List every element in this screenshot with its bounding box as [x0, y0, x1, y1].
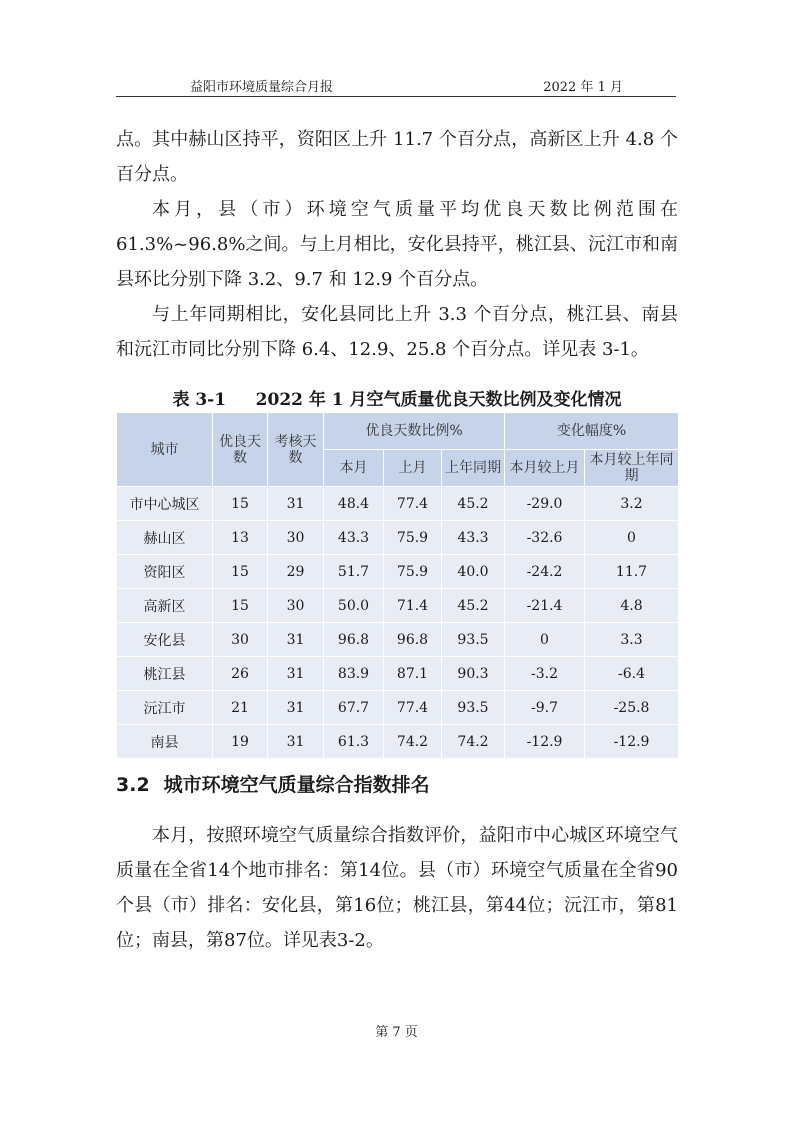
table-cell: 77.4	[384, 691, 442, 725]
table-cell: 30	[268, 521, 324, 555]
table-cell: 26	[213, 657, 268, 691]
table-cell-city: 桃江县	[117, 657, 213, 691]
table-cell: 15	[213, 555, 268, 589]
table-cell: 3.3	[585, 623, 679, 657]
table-cell: -29.0	[505, 487, 585, 521]
table-cell-city: 沅江市	[117, 691, 213, 725]
table-cell: -6.4	[585, 657, 679, 691]
table-cell: -25.8	[585, 691, 679, 725]
table-cell: 71.4	[384, 589, 442, 623]
col-header-last-month: 上月	[384, 450, 442, 487]
table-cell: -24.2	[505, 555, 585, 589]
table-cell: -21.4	[505, 589, 585, 623]
table-cell: 74.2	[384, 725, 442, 759]
table-cell: 77.4	[384, 487, 442, 521]
table-row	[117, 521, 679, 555]
table-cell: 83.9	[324, 657, 384, 691]
table-row	[117, 589, 679, 623]
table-cell: 0	[505, 623, 585, 657]
table-cell: 4.8	[585, 589, 679, 623]
col-header-vs-last-year: 本月较上年同期	[585, 450, 679, 487]
table-cell: 13	[213, 521, 268, 555]
table-cell: 48.4	[324, 487, 384, 521]
table-cell: 75.9	[384, 555, 442, 589]
table-cell: 21	[213, 691, 268, 725]
table-cell: 74.2	[442, 725, 505, 759]
table-cell: 31	[268, 487, 324, 521]
table-title: 表 3-1 2022 年 1 月空气质量优良天数比例及变化情况	[172, 390, 622, 410]
section-number: 3.2	[116, 774, 150, 796]
table-cell: 87.1	[384, 657, 442, 691]
air-quality-table	[116, 412, 679, 759]
table-cell: -32.6	[505, 521, 585, 555]
table-cell: 96.8	[384, 623, 442, 657]
paragraph-1: 点。其中赫山区持平，资阳区上升 11.7 个百分点，高新区上升 4.8 个百分点。	[116, 129, 678, 185]
table-cell-city: 高新区	[117, 589, 213, 623]
header-title: 益阳市环境质量综合月报	[190, 80, 334, 95]
table-cell: 31	[268, 657, 324, 691]
table-cell-city: 资阳区	[117, 555, 213, 589]
paragraph-2: 本月，县（市）环境空气质量平均优良天数比例范围在 61.3%~96.8%之间。与上月相比，安化县持平，桃江县、沅江市和南县环比分别下降 3.2、9.7 和 12.9 个百分点。	[116, 199, 678, 290]
table-cell: 29	[268, 555, 324, 589]
table-cell: -9.7	[505, 691, 585, 725]
paragraph-3: 与上年同期相比，安化县同比上升 3.3 个百分点，桃江县、南县和沅江市同比分别下降 6.4、12.9、25.8 个百分点。详见表 3-1。	[116, 304, 678, 360]
table-cell: -12.9	[585, 725, 679, 759]
col-header-eval-days: 考核天数	[268, 413, 324, 487]
table-row	[117, 691, 679, 725]
col-header-last-year: 上年同期	[442, 450, 505, 487]
table-cell: 19	[213, 725, 268, 759]
table-cell: 67.7	[324, 691, 384, 725]
table-cell: 43.3	[324, 521, 384, 555]
col-header-this-month: 本月	[324, 450, 384, 487]
table-cell-city: 赫山区	[117, 521, 213, 555]
table-cell-city: 南县	[117, 725, 213, 759]
table-cell: 31	[268, 691, 324, 725]
table-cell: 90.3	[442, 657, 505, 691]
table-cell: 40.0	[442, 555, 505, 589]
table-cell: 93.5	[442, 623, 505, 657]
col-group-change: 变化幅度%	[505, 413, 679, 450]
table-row	[117, 555, 679, 589]
table-cell: 0	[585, 521, 679, 555]
table-cell: 45.2	[442, 487, 505, 521]
col-header-vs-last-month: 本月较上月	[505, 450, 585, 487]
table-cell: 51.7	[324, 555, 384, 589]
table-cell: 45.2	[442, 589, 505, 623]
header-date: 2022 年 1 月	[543, 80, 623, 95]
table-cell: 43.3	[442, 521, 505, 555]
table-row	[117, 657, 679, 691]
table-cell: 31	[268, 725, 324, 759]
table-cell: 15	[213, 589, 268, 623]
table-cell-city: 安化县	[117, 623, 213, 657]
table-row	[117, 725, 679, 759]
page-number: 第 7 页	[375, 1025, 418, 1040]
col-group-ratio: 优良天数比例%	[324, 413, 505, 450]
table-cell: -3.2	[505, 657, 585, 691]
table-cell: 61.3	[324, 725, 384, 759]
table-cell: 3.2	[585, 487, 679, 521]
col-header-good-days: 优良天数	[213, 413, 268, 487]
table-cell: 96.8	[324, 623, 384, 657]
table-cell: 75.9	[384, 521, 442, 555]
table-cell: 93.5	[442, 691, 505, 725]
table-cell: 30	[213, 623, 268, 657]
table-cell: 31	[268, 623, 324, 657]
table-cell: 50.0	[324, 589, 384, 623]
table-cell: 15	[213, 487, 268, 521]
header-divider	[116, 96, 676, 97]
table-row	[117, 623, 679, 657]
table-row	[117, 487, 679, 521]
table-cell: 30	[268, 589, 324, 623]
section-title: 城市环境空气质量综合指数排名	[163, 774, 430, 796]
section-heading	[116, 770, 430, 797]
table-cell-city: 市中心城区	[117, 487, 213, 521]
col-header-city: 城市	[117, 413, 213, 487]
table-cell: -12.9	[505, 725, 585, 759]
paragraph-4: 本月，按照环境空气质量综合指数评价，益阳市中心城区环境空气质量在全省14个地市排名：第14位。县（市）环境空气质量在全省90个县（市）排名：安化县，第16位；桃江县，第44位；沅江市，第81位；南县，第87位。详见表3-2。	[116, 825, 678, 951]
table-cell: 11.7	[585, 555, 679, 589]
